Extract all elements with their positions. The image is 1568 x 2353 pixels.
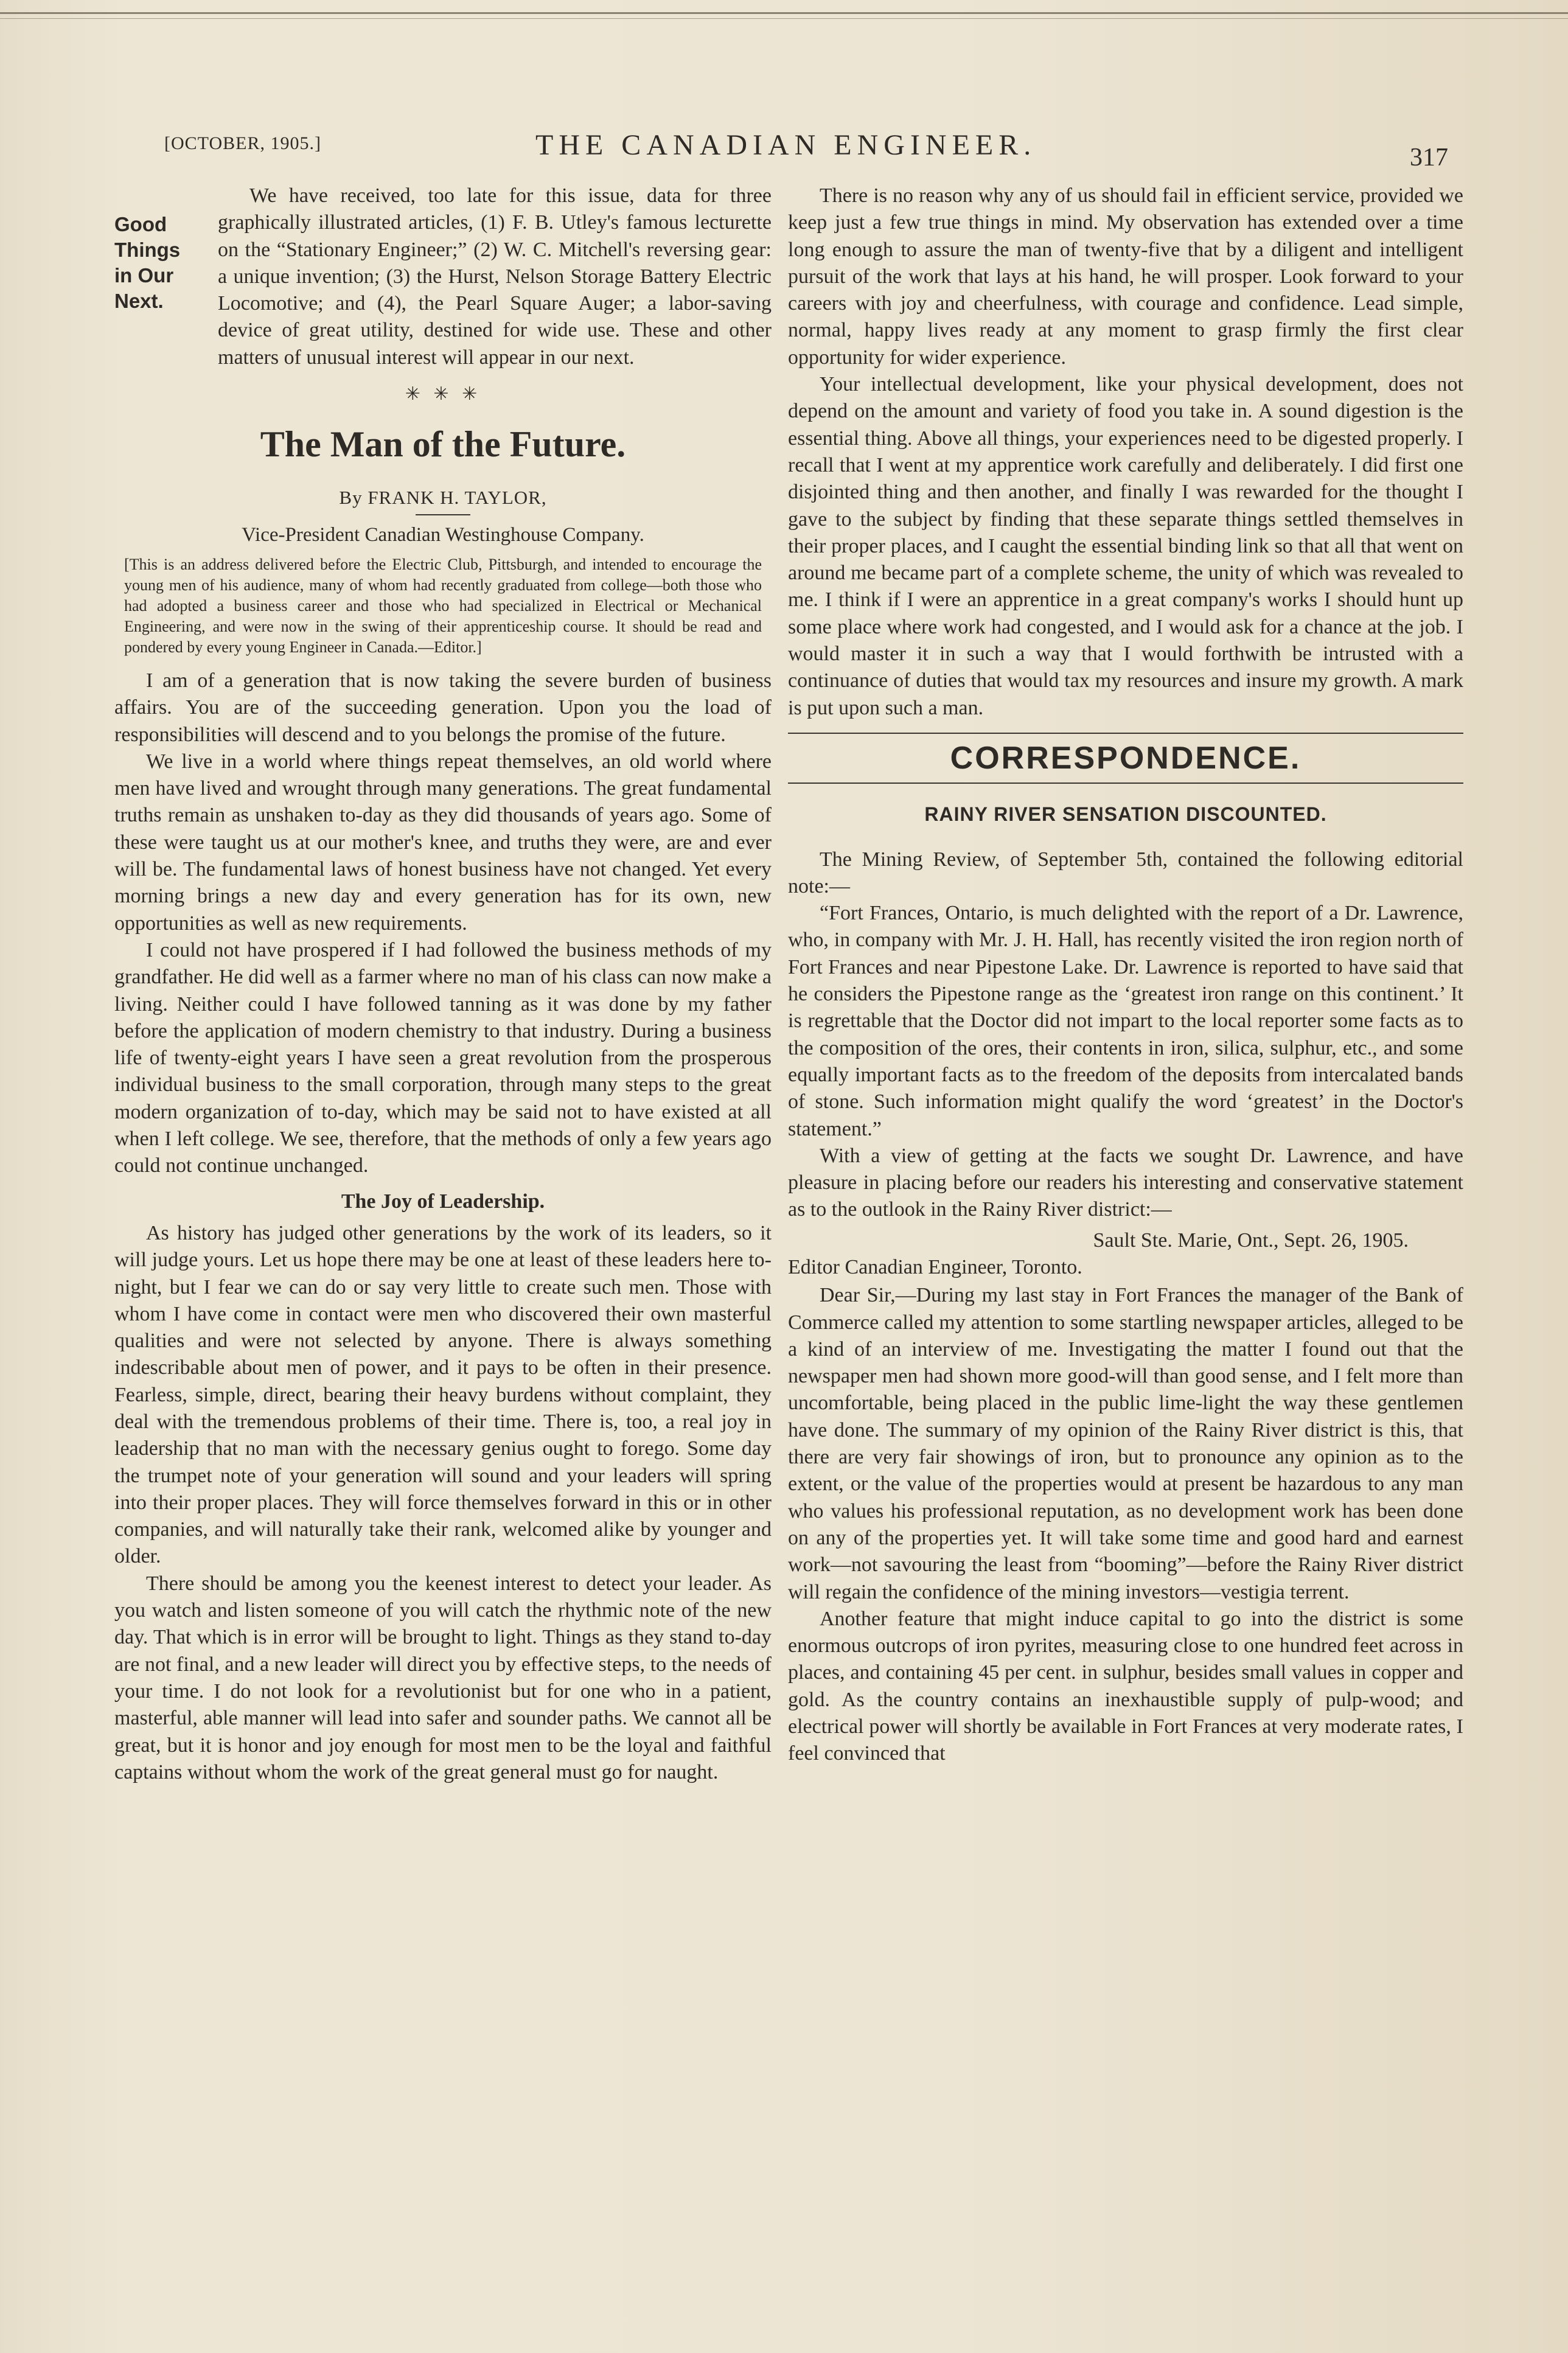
good-things-side-label: [114, 212, 206, 314]
article-paragraph: I am of a generation that is now taking the severe burden of business affairs. You are of the succeeding generation. Upon you the load of responsibilities will descend and to you belongs the promise of the future.: [114, 669, 772, 746]
top-edge-rule-thin: [0, 18, 1568, 19]
article-paragraph: There should be among you the keenest interest to detect your leader. As you watch and listen someone of you will catch the rhythmic note of the new day. That which is in error will be brought to light. Things as they stand to-day are not final, and a new leader will direct you by effective steps, to the needs of your time. I do not look for a revolutionist but for one who in a patient, masterful, able manner will lead into safer and sounder paths. We cannot all be great, but it is honor and joy enough for most men to be the loyal and faithful captains without whom the work of the great general must go for naught.: [114, 1572, 772, 1783]
quoted-note: “Fort Frances, Ontario, is much delighted with the report of a Dr. Lawrence, who, in company with Mr. J. H. Hall, has recently visited the iron region north of Fort Frances and near Pipestone Lake. Dr. Lawrence is reported to have said that he considers the Pipestone range as the ‘greatest iron range on this continent.’ It is regrettable that the Doctor did not impart to the local reporter some facts as to the composition of the ores, their contents in iron, silica, sulphur, etc., and some equally important facts as to the freedom of the deposits from intercalated bands of stone. Such information might qualify the word ‘greatest’ in the Doctor's statement.”: [788, 902, 1463, 1140]
byline-rule: [416, 514, 470, 515]
article-paragraph: As history has judged other generations by the work of its leaders, so it will judge yours. Let us hope there may be one at least of these leaders here to-night, but I fear we can do or say very little to create such men. Those with whom I have come in contact were men who discovered their own masterful qualities and were not selected by anyone. There is always something indescribable about men of power, and it pays to be often in their presence. Fearless, simple, direct, bearing their heavy burdens without complaint, they deal with the tremendous problems of their time. There is, too, a real joy in leadership that no man with the necessary genius ought to forego. Some day the trumpet note of your generation will sound and your leaders will spring into their proper places. They will force themselves forward in this or in other companies, and will naturally take their rank, welcomed alike by younger and older.: [114, 1221, 772, 1568]
header-title: THE CANADIAN ENGINEER.: [535, 129, 1037, 161]
section-rule: [788, 783, 1463, 784]
letter-paragraph: Another feature that might induce capital to go into the district is some enormous outcrops of iron pyrites, measuring close to one hundred feet across in places, and containing 45 per cent. in sulphur, besides small values in copper and gold. As the country contains an inexhaustible supply of pulp-wood; and electrical power will shortly be available in Fort Frances at very moderate rates, I feel convinced that: [788, 1607, 1463, 1765]
side-label-line: in Our: [114, 264, 174, 287]
correspondence-headline: RAINY RIVER SENSATION DISCOUNTED.: [924, 803, 1327, 826]
top-edge-rule: [0, 12, 1568, 14]
article-title: The Man of the Future.: [260, 424, 626, 465]
side-label-line: Good: [114, 213, 167, 235]
article-paragraph: We live in a world where things repeat themselves, an old world where men have lived and wrought through many generations. The great fundamental truths remain as unshaken to-day as they did thousands of years ago. Some of these were taught us at our mother's knee, and truths they were, are and ever will be. The fundamental laws of honest business have not changed. Yet every morning brings a new day and every generation has for its own, new opportunities as well as new requirements.: [114, 750, 772, 935]
good-things-notice: [114, 183, 772, 371]
editor-note: [This is an address delivered before the Electric Club, Pittsburgh, and intended to encourage the young men of his audience, many of whom had recently graduated from college—both those who had adopted a business career and those who had specialized in Electrical or Mechanical Engineering, and were now in the swing of their apprenticeship course. It should be read and pondered by every young Engineer in Canada.—Editor.]: [124, 555, 762, 656]
correspondence-paragraph: The Mining Review, of September 5th, contained the following editorial note:—: [788, 848, 1463, 898]
side-label-line: Next.: [114, 290, 164, 312]
article-affiliation: Vice-President Canadian Westinghouse Company.: [242, 523, 644, 546]
section-separator: ✳ ✳ ✳: [405, 383, 481, 405]
letter-dateline: Sault Ste. Marie, Ont., Sept. 26, 1905.: [1093, 1229, 1409, 1252]
left-column: [114, 183, 772, 1786]
side-label-line: Things: [114, 239, 181, 261]
subheading: The Joy of Leadership.: [341, 1190, 545, 1213]
letter-addressee: Editor Canadian Engineer, Toronto.: [788, 1255, 1082, 1278]
correspondence-paragraph: With a view of getting at the facts we sought Dr. Lawrence, and have pleasure in placing before our readers his interesting and conservative statement as to the outlook in the Rainy River district:—: [788, 1144, 1463, 1221]
article-paragraph: There is no reason why any of us should fail in efficient service, provided we keep just a few true things in mind. My observation has extended over a time long enough to assure the man of twenty-five that by a diligent and intelligent pursuit of the work that lays at his hand, he will prosper. Look forward to your careers with joy and cheerfulness, with courage and confidence. Lead simple, normal, happy lives ready at any moment to grasp firmly the first clear opportunity for wider experience.: [788, 184, 1463, 369]
article-byline: By FRANK H. TAYLOR,: [339, 487, 547, 509]
header-date: [OCTOBER, 1905.]: [164, 133, 321, 153]
good-things-paragraph: We have received, too late for this issue, data for three graphically illustrated articles, (1) F. B. Utley's famous lecturette on the “Stationary Engineer;” (2) W. C. Mitchell's reversing gear: a unique invention; (3) the Hurst, Nelson Storage Battery Electric Locomotive; and (4), the Pearl Square Auger; a labor-saving device of great utility, destined for wide use. These and other matters of unusual interest will appear in our next.: [218, 184, 772, 369]
article-paragraph: I could not have prospered if I had followed the business methods of my grandfather. He did well as a farmer where no man of his class can now make a living. Neither could I have followed tanning as it was done by my father before the application of modern chemistry to that industry. During a business life of twenty-eight years I have seen a great revolution from the prosperous individual business to the small corporation, through many steps to the great modern organization of to-day, which may be said not to have existed at all when I left college. We see, therefore, that the methods of only a few years ago could not continue unchanged.: [114, 938, 772, 1177]
page-number: 317: [1410, 144, 1448, 172]
correspondence-title: CORRESPONDENCE.: [950, 740, 1301, 776]
article-paragraph: Your intellectual development, like your physical development, does not depend on the amount and variety of food you take in. A sound digestion is the essential thing. Above all things, your experiences need to be digested properly. I recall that I went at my apprentice work carefully and deliberately. I did first one disjointed thing and then another, and finally I was rewarded for the thought I gave to the subject by finding that these separate things settled themselves in their proper places, and I caught the essential binding link so that all that went on around me became part of a complete scheme, the unity of which was revealed to me. I think if I were an apprentice in a great company's works I should hunt up some place where work had congested, and I would ask for a chance at the job. I would master it in such a way that I would forthwith be intrusted with a continuance of duties that would tax my resources and insure my growth. A mark is put upon such a man.: [788, 373, 1463, 719]
section-rule: [788, 733, 1463, 734]
running-header: [164, 125, 1448, 180]
letter-paragraph: Dear Sir,—During my last stay in Fort Frances the manager of the Bank of Commerce called my attention to some startling newspaper articles, alleged to be a kind of an interview of me. Investigating the matter I found out that the newspaper men had shown more good-will than good sense, and I felt more than uncomfortable, being placed in the public lime-light the way these gentlemen have done. The summary of my opinion of the Rainy River district is this, that there are very fair showings of iron, but to pronounce any opinion as to the extent, or the value of the properties would at present be hazardous to any man who values his professional reputation, as no development work has been done on any of the properties yet. It will take some time and good hard and earnest work—not savouring the least from “booming”—before the Rainy River district will regain the confidence of the mining investors—vestigia terrent.: [788, 1284, 1463, 1603]
right-column: [788, 183, 1463, 1768]
